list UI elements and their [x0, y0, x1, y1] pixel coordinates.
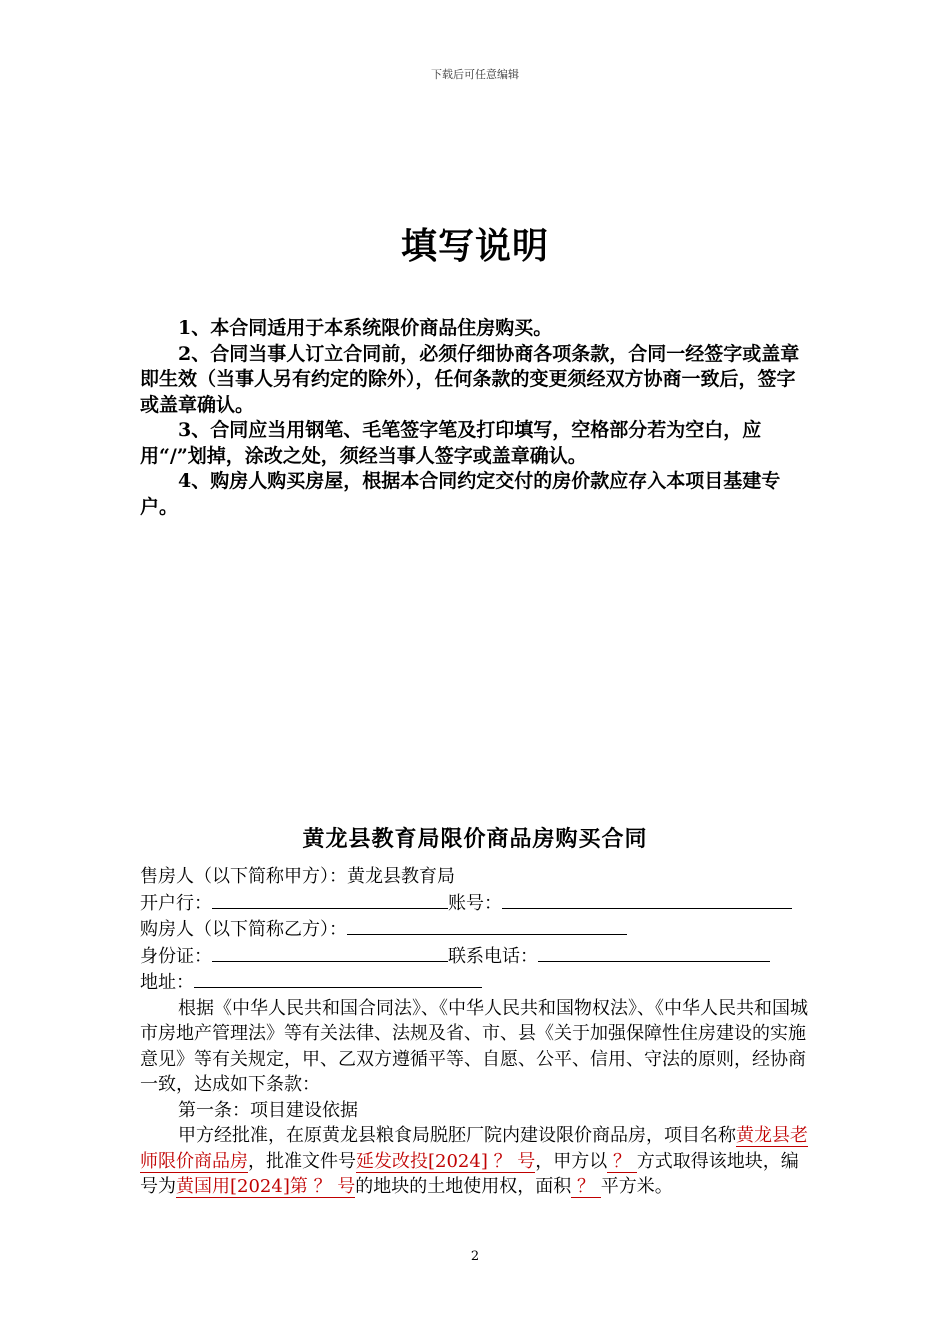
project-name: 黄龙县老师限价商品房: [140, 1125, 808, 1172]
acquisition-method: ？: [607, 1150, 637, 1172]
article1-text: [140, 1123, 812, 1200]
phone-field[interactable]: [538, 943, 770, 962]
buyer-field[interactable]: [347, 916, 627, 935]
id-label: 身份证：: [140, 945, 212, 967]
contract-title: 黄龙县教育局限价商品房购买合同: [302, 826, 648, 852]
contract-body: [140, 864, 812, 1200]
article1-part2: ，批准文件号: [248, 1150, 356, 1172]
instruction-3: 3、合同应当用钢笔、毛笔签字笔及打印填写，空格部分若为空白，应用“/”划掉，涂改之处，须经当事人签字或盖章确认。: [140, 419, 762, 467]
article1-part3: ，甲方以: [535, 1150, 608, 1172]
article1-part1: 甲方经批准，在原黄龙县粮食局脱胚厂院内建设限价商品房，项目名称: [178, 1125, 736, 1146]
article1-title: 第一条：项目建设依据: [178, 1099, 358, 1121]
land-area: ？: [571, 1176, 601, 1197]
instruction-1: 1、本合同适用于本系统限价商品住房购买。: [178, 317, 553, 339]
page-number: 2: [470, 1249, 480, 1264]
buyer-label: 购房人（以下简称乙方）：: [140, 919, 347, 940]
bank-field[interactable]: [212, 890, 448, 909]
instructions: [140, 316, 810, 520]
buyer-line: [140, 916, 812, 943]
id-line: [140, 943, 812, 970]
account-label: 账号：: [448, 892, 502, 914]
preamble: 根据《中华人民共和国合同法》、《中华人民共和国物权法》、《中华人民共和国城市房地产管理法》等有关法律、法规及省、市、县《关于加强保障性住房建设的实施意见》等有关规定，甲、乙双方遵循平等、自愿、公平、信用、守法的原则，经协商一致，达成如下条款：: [140, 997, 808, 1095]
instruction-4: 4、购房人购买房屋，根据本合同约定交付的房价款应存入本项目基建专户。: [140, 470, 781, 518]
land-number: 黄国用[2024]第 ？ 号: [176, 1176, 356, 1197]
article1-part6: 平方米。: [600, 1176, 673, 1197]
approval-number: 延发改投[2024] ？ 号: [356, 1150, 536, 1172]
article1-part5: 的地块的土地使用权，面积: [355, 1176, 572, 1197]
seller-line: 售房人（以下简称甲方）：黄龙县教育局: [140, 866, 455, 887]
page-header: 下载后可任意编辑: [431, 68, 519, 81]
address-label: 地址：: [140, 972, 194, 993]
article1-part4: 方式取得该地块，编号为: [140, 1150, 799, 1197]
phone-label: 联系电话：: [448, 945, 538, 967]
address-line: [140, 969, 812, 996]
instruction-2: 2、合同当事人订立合同前，必须仔细协商各项条款，合同一经签字或盖章即生效（当事人另有约定的除外），任何条款的变更须经双方协商一致后，签字或盖章确认。: [140, 342, 800, 416]
id-field[interactable]: [212, 943, 448, 962]
bank-label: 开户行：: [140, 892, 212, 914]
bank-line: [140, 890, 812, 917]
page-title: 填写说明: [400, 225, 549, 267]
address-field[interactable]: [194, 969, 482, 988]
account-field[interactable]: [502, 890, 792, 909]
